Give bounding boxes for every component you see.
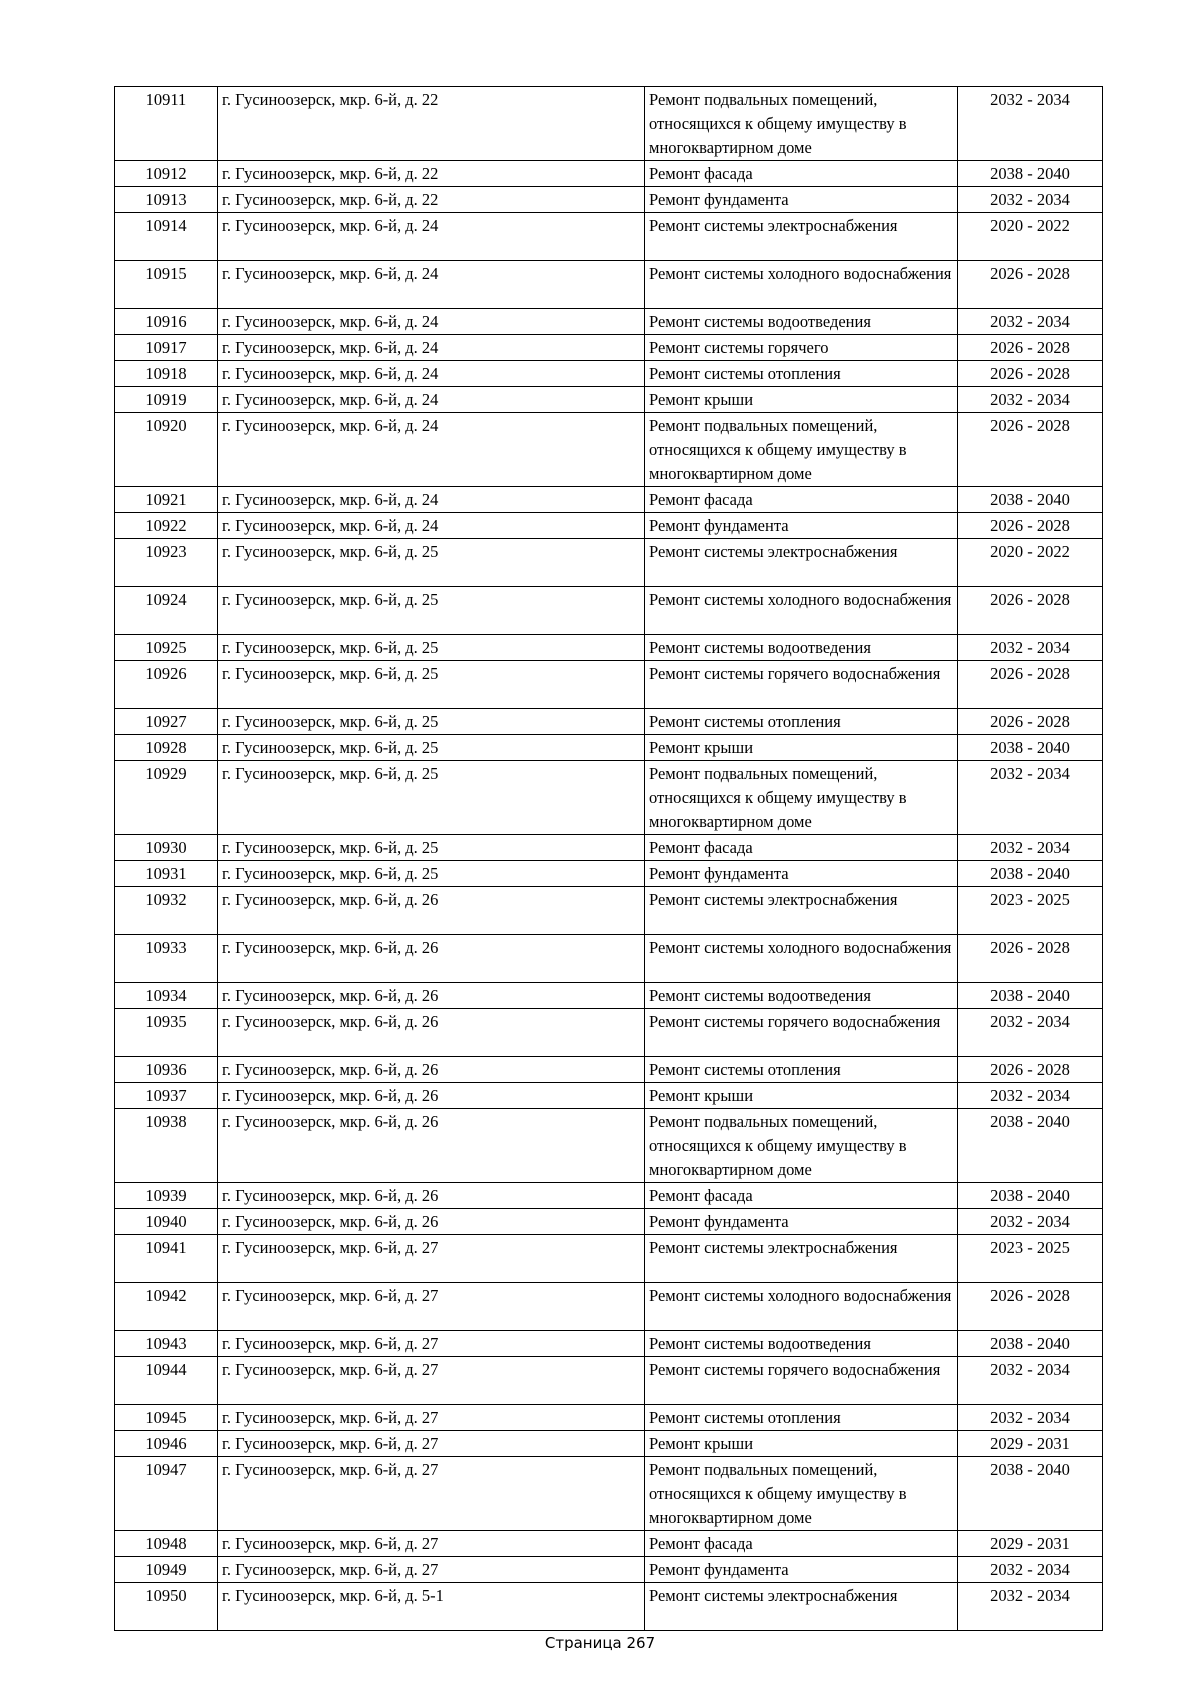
row-address: г. Гусиноозерск, мкр. 6-й, д. 26: [218, 983, 645, 1009]
table-row: [115, 1357, 1103, 1405]
row-number: 10941: [115, 1235, 218, 1283]
row-work-type: Ремонт фундамента: [645, 513, 958, 539]
row-work-type: Ремонт фасада: [645, 161, 958, 187]
row-period: 2026 - 2028: [958, 1057, 1103, 1083]
row-work-type: Ремонт системы отопления: [645, 361, 958, 387]
row-period: 2038 - 2040: [958, 1109, 1103, 1183]
row-number: 10933: [115, 935, 218, 983]
row-address: г. Гусиноозерск, мкр. 6-й, д. 27: [218, 1531, 645, 1557]
row-work-type: Ремонт системы холодного водоснабжения: [645, 587, 958, 635]
row-work-type: Ремонт подвальных помещений, относящихся к общему имуществу в многоквартирном доме: [645, 761, 958, 835]
row-number: 10916: [115, 309, 218, 335]
row-address: г. Гусиноозерск, мкр. 6-й, д. 25: [218, 709, 645, 735]
row-number: 10944: [115, 1357, 218, 1405]
row-number: 10938: [115, 1109, 218, 1183]
row-address: г. Гусиноозерск, мкр. 6-й, д. 25: [218, 835, 645, 861]
table-row: [115, 161, 1103, 187]
row-number: 10929: [115, 761, 218, 835]
table-row: [115, 213, 1103, 261]
row-address: г. Гусиноозерск, мкр. 6-й, д. 27: [218, 1405, 645, 1431]
row-number: 10943: [115, 1331, 218, 1357]
table-row: [115, 1235, 1103, 1283]
row-number: 10913: [115, 187, 218, 213]
table-row: [115, 1557, 1103, 1583]
row-period: 2026 - 2028: [958, 661, 1103, 709]
row-period: 2026 - 2028: [958, 587, 1103, 635]
row-period: 2026 - 2028: [958, 1283, 1103, 1331]
row-period: 2032 - 2034: [958, 1009, 1103, 1057]
row-work-type: Ремонт системы водоотведения: [645, 1331, 958, 1357]
row-address: г. Гусиноозерск, мкр. 6-й, д. 24: [218, 387, 645, 413]
table-row: [115, 835, 1103, 861]
row-work-type: Ремонт системы водоотведения: [645, 983, 958, 1009]
row-period: 2026 - 2028: [958, 709, 1103, 735]
row-address: г. Гусиноозерск, мкр. 6-й, д. 25: [218, 861, 645, 887]
row-period: 2023 - 2025: [958, 1235, 1103, 1283]
row-address: г. Гусиноозерск, мкр. 6-й, д. 27: [218, 1357, 645, 1405]
table-row: [115, 935, 1103, 983]
row-period: 2038 - 2040: [958, 983, 1103, 1009]
row-period: 2032 - 2034: [958, 1405, 1103, 1431]
row-period: 2032 - 2034: [958, 1357, 1103, 1405]
row-address: г. Гусиноозерск, мкр. 6-й, д. 25: [218, 735, 645, 761]
row-number: 10932: [115, 887, 218, 935]
row-work-type: Ремонт системы отопления: [645, 1405, 958, 1431]
row-number: 10917: [115, 335, 218, 361]
row-number: 10946: [115, 1431, 218, 1457]
row-work-type: Ремонт системы водоотведения: [645, 309, 958, 335]
row-address: г. Гусиноозерск, мкр. 6-й, д. 24: [218, 309, 645, 335]
table-row: [115, 413, 1103, 487]
row-number: 10945: [115, 1405, 218, 1431]
row-period: 2029 - 2031: [958, 1531, 1103, 1557]
row-number: 10936: [115, 1057, 218, 1083]
row-period: 2038 - 2040: [958, 735, 1103, 761]
row-work-type: Ремонт подвальных помещений, относящихся к общему имуществу в многоквартирном доме: [645, 413, 958, 487]
row-period: 2032 - 2034: [958, 87, 1103, 161]
row-address: г. Гусиноозерск, мкр. 6-й, д. 24: [218, 213, 645, 261]
table-row: [115, 309, 1103, 335]
row-work-type: Ремонт крыши: [645, 1431, 958, 1457]
row-period: 2029 - 2031: [958, 1431, 1103, 1457]
table-row: [115, 709, 1103, 735]
row-number: 10911: [115, 87, 218, 161]
row-address: г. Гусиноозерск, мкр. 6-й, д. 22: [218, 161, 645, 187]
row-address: г. Гусиноозерск, мкр. 6-й, д. 27: [218, 1235, 645, 1283]
row-number: 10940: [115, 1209, 218, 1235]
row-work-type: Ремонт системы горячего водоснабжения: [645, 661, 958, 709]
table-row: [115, 635, 1103, 661]
row-number: 10919: [115, 387, 218, 413]
row-period: 2032 - 2034: [958, 1583, 1103, 1631]
row-address: г. Гусиноозерск, мкр. 6-й, д. 26: [218, 1183, 645, 1209]
table-row: [115, 761, 1103, 835]
table-row: [115, 661, 1103, 709]
row-number: 10921: [115, 487, 218, 513]
row-address: г. Гусиноозерск, мкр. 6-й, д. 22: [218, 187, 645, 213]
row-work-type: Ремонт крыши: [645, 387, 958, 413]
row-period: 2032 - 2034: [958, 1083, 1103, 1109]
row-work-type: Ремонт фасада: [645, 835, 958, 861]
row-address: г. Гусиноозерск, мкр. 6-й, д. 26: [218, 1009, 645, 1057]
page-number: Страница 267: [544, 1634, 656, 1652]
row-number: 10950: [115, 1583, 218, 1631]
table-row: [115, 87, 1103, 161]
row-work-type: Ремонт системы электроснабжения: [645, 887, 958, 935]
row-period: 2020 - 2022: [958, 213, 1103, 261]
table-row: [115, 335, 1103, 361]
table-row: [115, 187, 1103, 213]
row-work-type: Ремонт системы электроснабжения: [645, 539, 958, 587]
row-work-type: Ремонт фундамента: [645, 861, 958, 887]
row-number: 10914: [115, 213, 218, 261]
row-number: 10939: [115, 1183, 218, 1209]
row-period: 2032 - 2034: [958, 387, 1103, 413]
row-period: 2032 - 2034: [958, 1209, 1103, 1235]
row-address: г. Гусиноозерск, мкр. 6-й, д. 24: [218, 413, 645, 487]
row-number: 10912: [115, 161, 218, 187]
table-row: [115, 1057, 1103, 1083]
row-period: 2032 - 2034: [958, 187, 1103, 213]
row-work-type: Ремонт системы электроснабжения: [645, 213, 958, 261]
row-address: г. Гусиноозерск, мкр. 6-й, д. 26: [218, 935, 645, 983]
table-row: [115, 1531, 1103, 1557]
row-number: 10930: [115, 835, 218, 861]
row-address: г. Гусиноозерск, мкр. 6-й, д. 27: [218, 1457, 645, 1531]
table-row: [115, 261, 1103, 309]
table-row: [115, 1331, 1103, 1357]
row-work-type: Ремонт системы горячего водоснабжения: [645, 1009, 958, 1057]
row-address: г. Гусиноозерск, мкр. 6-й, д. 26: [218, 1209, 645, 1235]
row-period: 2032 - 2034: [958, 1557, 1103, 1583]
row-work-type: Ремонт системы холодного водоснабжения: [645, 261, 958, 309]
row-period: 2023 - 2025: [958, 887, 1103, 935]
row-period: 2032 - 2034: [958, 761, 1103, 835]
table-row: [115, 1083, 1103, 1109]
table-row: [115, 1431, 1103, 1457]
row-number: 10918: [115, 361, 218, 387]
row-number: 10928: [115, 735, 218, 761]
row-work-type: Ремонт фасада: [645, 487, 958, 513]
row-period: 2032 - 2034: [958, 635, 1103, 661]
row-number: 10924: [115, 587, 218, 635]
row-address: г. Гусиноозерск, мкр. 6-й, д. 27: [218, 1431, 645, 1457]
row-work-type: Ремонт подвальных помещений, относящихся к общему имуществу в многоквартирном доме: [645, 87, 958, 161]
row-number: 10920: [115, 413, 218, 487]
row-work-type: Ремонт подвальных помещений, относящихся к общему имуществу в многоквартирном доме: [645, 1109, 958, 1183]
table-row: [115, 861, 1103, 887]
row-address: г. Гусиноозерск, мкр. 6-й, д. 24: [218, 261, 645, 309]
row-number: 10922: [115, 513, 218, 539]
row-work-type: Ремонт крыши: [645, 735, 958, 761]
table-row: [115, 539, 1103, 587]
row-work-type: Ремонт фасада: [645, 1531, 958, 1557]
row-period: 2020 - 2022: [958, 539, 1103, 587]
row-period: 2038 - 2040: [958, 1331, 1103, 1357]
row-period: 2038 - 2040: [958, 161, 1103, 187]
table-row: [115, 1009, 1103, 1057]
row-address: г. Гусиноозерск, мкр. 6-й, д. 25: [218, 539, 645, 587]
row-period: 2038 - 2040: [958, 1183, 1103, 1209]
table-row: [115, 887, 1103, 935]
row-address: г. Гусиноозерск, мкр. 6-й, д. 25: [218, 661, 645, 709]
row-number: 10947: [115, 1457, 218, 1531]
row-period: 2026 - 2028: [958, 935, 1103, 983]
row-period: 2032 - 2034: [958, 835, 1103, 861]
row-number: 10948: [115, 1531, 218, 1557]
row-address: г. Гусиноозерск, мкр. 6-й, д. 26: [218, 1057, 645, 1083]
row-number: 10925: [115, 635, 218, 661]
row-address: г. Гусиноозерск, мкр. 6-й, д. 26: [218, 1109, 645, 1183]
row-number: 10949: [115, 1557, 218, 1583]
row-address: г. Гусиноозерск, мкр. 6-й, д. 24: [218, 335, 645, 361]
row-address: г. Гусиноозерск, мкр. 6-й, д. 26: [218, 887, 645, 935]
row-number: 10931: [115, 861, 218, 887]
row-work-type: Ремонт фундамента: [645, 1209, 958, 1235]
row-period: 2026 - 2028: [958, 261, 1103, 309]
row-work-type: Ремонт системы отопления: [645, 1057, 958, 1083]
row-address: г. Гусиноозерск, мкр. 6-й, д. 24: [218, 513, 645, 539]
row-work-type: Ремонт подвальных помещений, относящихся к общему имуществу в многоквартирном доме: [645, 1457, 958, 1531]
row-work-type: Ремонт системы отопления: [645, 709, 958, 735]
row-number: 10915: [115, 261, 218, 309]
row-number: 10937: [115, 1083, 218, 1109]
row-period: 2038 - 2040: [958, 487, 1103, 513]
row-work-type: Ремонт системы холодного водоснабжения: [645, 935, 958, 983]
table-row: [115, 513, 1103, 539]
row-work-type: Ремонт системы холодного водоснабжения: [645, 1283, 958, 1331]
row-address: г. Гусиноозерск, мкр. 6-й, д. 24: [218, 361, 645, 387]
row-period: 2026 - 2028: [958, 361, 1103, 387]
row-address: г. Гусиноозерск, мкр. 6-й, д. 26: [218, 1083, 645, 1109]
row-work-type: Ремонт системы горячего водоснабжения: [645, 1357, 958, 1405]
row-period: 2038 - 2040: [958, 861, 1103, 887]
row-address: г. Гусиноозерск, мкр. 6-й, д. 25: [218, 587, 645, 635]
table-row: [115, 1405, 1103, 1431]
row-period: 2026 - 2028: [958, 335, 1103, 361]
row-address: г. Гусиноозерск, мкр. 6-й, д. 27: [218, 1283, 645, 1331]
row-number: 10927: [115, 709, 218, 735]
work-schedule-table: [114, 86, 1103, 1631]
table-row: [115, 361, 1103, 387]
table-row: [115, 387, 1103, 413]
row-period: 2026 - 2028: [958, 513, 1103, 539]
row-work-type: Ремонт фундамента: [645, 187, 958, 213]
row-address: г. Гусиноозерск, мкр. 6-й, д. 27: [218, 1331, 645, 1357]
row-work-type: Ремонт системы водоотведения: [645, 635, 958, 661]
table-row: [115, 1583, 1103, 1631]
row-work-type: Ремонт крыши: [645, 1083, 958, 1109]
table-row: [115, 1457, 1103, 1531]
row-number: 10926: [115, 661, 218, 709]
row-number: 10935: [115, 1009, 218, 1057]
row-work-type: Ремонт системы электроснабжения: [645, 1583, 958, 1631]
table-row: [115, 1283, 1103, 1331]
row-work-type: Ремонт фасада: [645, 1183, 958, 1209]
row-number: 10934: [115, 983, 218, 1009]
row-address: г. Гусиноозерск, мкр. 6-й, д. 22: [218, 87, 645, 161]
table-row: [115, 1209, 1103, 1235]
row-work-type: Ремонт системы горячего: [645, 335, 958, 361]
table-row: [115, 1109, 1103, 1183]
row-period: 2038 - 2040: [958, 1457, 1103, 1531]
table-row: [115, 983, 1103, 1009]
row-number: 10923: [115, 539, 218, 587]
table-row: [115, 1183, 1103, 1209]
table-body: [115, 87, 1103, 1631]
table-row: [115, 487, 1103, 513]
row-number: 10942: [115, 1283, 218, 1331]
table-row: [115, 735, 1103, 761]
row-address: г. Гусиноозерск, мкр. 6-й, д. 25: [218, 761, 645, 835]
row-address: г. Гусиноозерск, мкр. 6-й, д. 25: [218, 635, 645, 661]
row-work-type: Ремонт системы электроснабжения: [645, 1235, 958, 1283]
row-period: 2032 - 2034: [958, 309, 1103, 335]
row-address: г. Гусиноозерск, мкр. 6-й, д. 24: [218, 487, 645, 513]
row-period: 2026 - 2028: [958, 413, 1103, 487]
table-row: [115, 587, 1103, 635]
row-address: г. Гусиноозерск, мкр. 6-й, д. 5-1: [218, 1583, 645, 1631]
row-address: г. Гусиноозерск, мкр. 6-й, д. 27: [218, 1557, 645, 1583]
row-work-type: Ремонт фундамента: [645, 1557, 958, 1583]
